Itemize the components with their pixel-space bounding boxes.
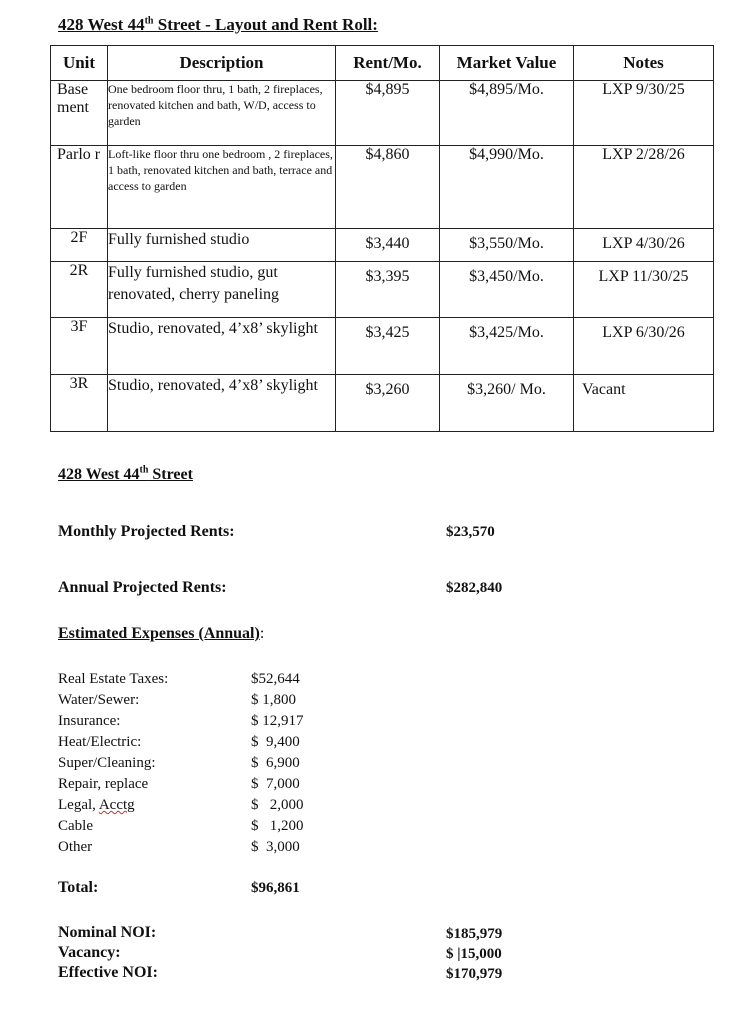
col-header-unit: Unit <box>51 46 108 81</box>
col-header-market-value: Market Value <box>440 46 574 81</box>
market-value-cell: $4,990/Mo. <box>440 146 574 229</box>
table-row <box>51 375 714 432</box>
unit-cell: 2F <box>51 229 108 262</box>
noi-values <box>446 924 502 984</box>
effective-noi-label: Effective NOI: <box>58 964 158 981</box>
notes-cell: LXP 4/30/26 <box>574 229 714 262</box>
noi-labels <box>58 923 158 983</box>
summary-heading-text: 428 West 44 <box>58 466 140 483</box>
table-row <box>51 262 714 318</box>
expense-value: $ 2,000 <box>251 797 304 813</box>
expense-label: Insurance: <box>58 713 121 729</box>
market-value-cell: $3,450/Mo. <box>440 262 574 318</box>
description-cell: Fully furnished studio <box>108 229 336 262</box>
summary-heading <box>58 466 193 484</box>
description-cell: Studio, renovated, 4’x8’ skylight <box>108 318 336 375</box>
total-label: Total: <box>58 879 99 896</box>
title-superscript: th <box>144 15 154 27</box>
market-value-cell: $3,550/Mo. <box>440 229 574 262</box>
expense-label: Water/Sewer: <box>58 692 140 708</box>
market-value-cell: $3,425/Mo. <box>440 318 574 375</box>
notes-cell: LXP 9/30/25 <box>574 81 714 146</box>
expense-label <box>58 795 168 816</box>
rent-cell: $3,440 <box>336 229 440 262</box>
expense-label: Other <box>58 839 93 855</box>
summary-heading-superscript: th <box>139 464 149 476</box>
document-title <box>58 15 378 35</box>
expense-value: $ 6,900 <box>251 755 300 771</box>
nominal-noi-label: Nominal NOI: <box>58 924 157 941</box>
monthly-rents-label: Monthly Projected Rents: <box>58 523 235 540</box>
notes-cell: Vacant <box>574 375 714 432</box>
expense-value: $ 1,200 <box>251 818 304 834</box>
rent-cell: $3,260 <box>336 375 440 432</box>
effective-noi-value: $170,979 <box>446 966 503 982</box>
vacancy-label: Vacancy: <box>58 944 121 961</box>
title-text-end: Street - Layout and Rent Roll: <box>153 15 378 34</box>
col-header-notes: Notes <box>574 46 714 81</box>
unit-cell: Base ment <box>51 81 108 146</box>
summary-heading-text-end: Street <box>148 466 193 483</box>
unit-cell: 3F <box>51 318 108 375</box>
rent-cell: $4,895 <box>336 81 440 146</box>
total-value: $96,861 <box>251 880 300 896</box>
annual-rents-value: $282,840 <box>446 580 503 596</box>
expense-value: $ 7,000 <box>251 776 300 792</box>
description-cell: Loft-like floor thru one bedroom , 2 fireplaces, 1 bath, renovated kitchen and bath, terrace and access to garden <box>108 146 336 229</box>
expense-value: $ 3,000 <box>251 839 300 855</box>
description-cell: Fully furnished studio, gut renovated, cherry paneling <box>108 262 336 318</box>
expense-label: Cable <box>58 818 93 834</box>
expense-values <box>251 669 304 858</box>
unit-cell: Parlo r <box>51 146 108 229</box>
expense-value: $ 1,800 <box>251 692 296 708</box>
table-row <box>51 146 714 229</box>
expense-label: Repair, replace <box>58 776 149 792</box>
description-cell: Studio, renovated, 4’x8’ skylight <box>108 375 336 432</box>
rent-cell: $3,425 <box>336 318 440 375</box>
table-row <box>51 318 714 375</box>
table-row <box>51 81 714 146</box>
expense-label-part: Legal, <box>58 797 99 813</box>
table-row <box>51 229 714 262</box>
spellcheck-word: Acctg <box>98 797 135 813</box>
title-text: 428 West 44 <box>58 15 145 34</box>
notes-cell: LXP 2/28/26 <box>574 146 714 229</box>
expenses-heading-colon: : <box>259 625 265 642</box>
rent-cell: $4,860 <box>336 146 440 229</box>
expense-label: Heat/Electric: <box>58 734 142 750</box>
vacancy-value: $ |15,000 <box>446 946 502 962</box>
market-value-cell: $4,895/Mo. <box>440 81 574 146</box>
expense-value: $52,644 <box>251 671 300 687</box>
description-cell: One bedroom floor thru, 1 bath, 2 fireplaces, renovated kitchen and bath, W/D, access to garden <box>108 81 336 146</box>
expense-value: $ 12,917 <box>251 713 304 729</box>
annual-rents-label: Annual Projected Rents: <box>58 579 227 596</box>
expense-label: Super/Cleaning: <box>58 755 156 771</box>
expense-labels <box>58 669 168 858</box>
notes-cell: LXP 6/30/26 <box>574 318 714 375</box>
expense-label: Real Estate Taxes: <box>58 671 169 687</box>
monthly-rents-value: $23,570 <box>446 524 495 540</box>
nominal-noi-value: $185,979 <box>446 926 503 942</box>
unit-cell: 3R <box>51 375 108 432</box>
market-value-cell: $3,260/ Mo. <box>440 375 574 432</box>
expenses-heading <box>58 625 264 643</box>
rent-roll-table <box>50 45 714 432</box>
table-header-row <box>51 46 714 81</box>
expense-value: $ 9,400 <box>251 734 300 750</box>
unit-cell: 2R <box>51 262 108 318</box>
expenses-heading-text: Estimated Expenses (Annual) <box>58 625 260 642</box>
notes-cell: LXP 11/30/25 <box>574 262 714 318</box>
col-header-rent: Rent/Mo. <box>336 46 440 81</box>
rent-cell: $3,395 <box>336 262 440 318</box>
col-header-description: Description <box>108 46 336 81</box>
